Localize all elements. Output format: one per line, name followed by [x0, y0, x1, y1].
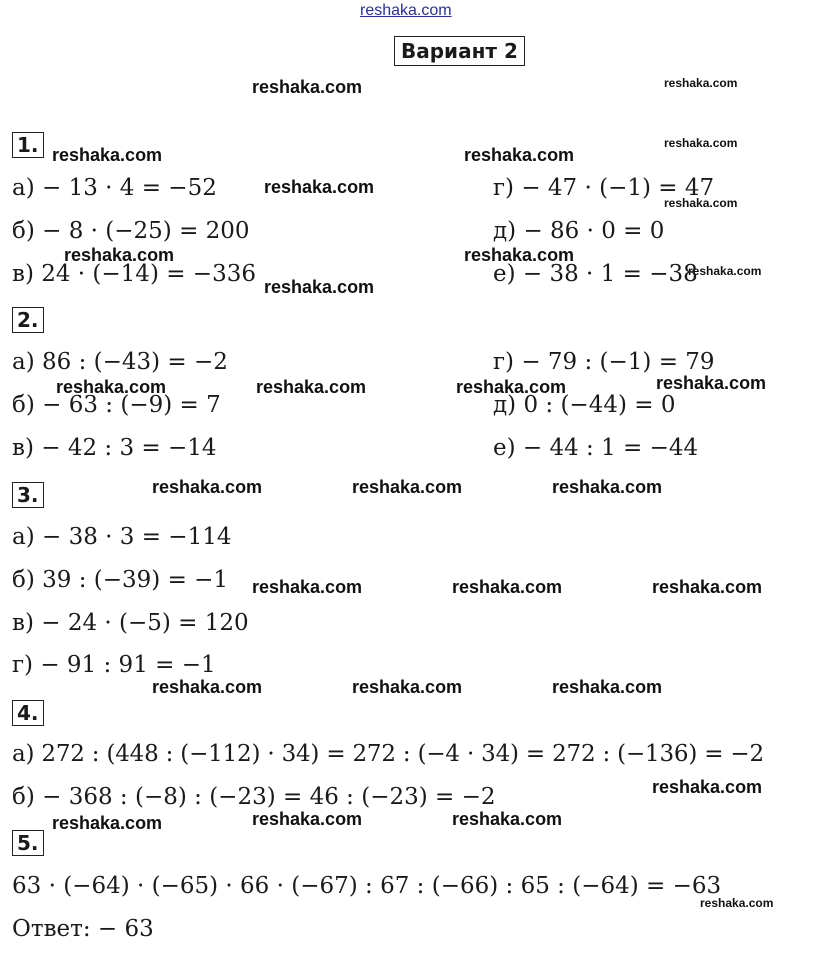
- equation: а) − 38 · 3 = −114: [12, 524, 232, 550]
- equation: б) − 368 : (−8) : (−23) = 46 : (−23) = −2: [12, 784, 496, 810]
- watermark: reshaka.com: [56, 377, 167, 397]
- watermark: reshaka.com: [452, 577, 563, 597]
- watermark: reshaka.com: [664, 136, 738, 150]
- variant-title: Вариант 2: [394, 36, 525, 66]
- watermark: reshaka.com: [664, 196, 738, 210]
- watermark: reshaka.com: [264, 277, 375, 297]
- watermark: reshaka.com: [664, 76, 738, 90]
- answer-line: Ответ: − 63: [12, 916, 154, 942]
- watermark: reshaka.com: [352, 677, 463, 697]
- watermark: reshaka.com: [456, 377, 567, 397]
- watermark: reshaka.com: [152, 677, 263, 697]
- equation: а) − 13 · 4 = −52: [12, 175, 217, 201]
- equation: в) 24 · (−14) = −336: [12, 261, 256, 287]
- watermark: reshaka.com: [688, 264, 762, 278]
- equation: в) − 24 · (−5) = 120: [12, 610, 249, 636]
- watermark: reshaka.com: [464, 245, 575, 265]
- watermark: reshaka.com: [52, 813, 163, 833]
- watermark: reshaka.com: [64, 245, 175, 265]
- watermark-top: reshaka.com: [360, 2, 452, 19]
- watermark: reshaka.com: [256, 377, 367, 397]
- equation: б) − 63 : (−9) = 7: [12, 392, 221, 418]
- equation: е) − 44 : 1 = −44: [493, 435, 699, 461]
- equation: г) − 91 : 91 = −1: [12, 652, 216, 678]
- equation: д) − 86 · 0 = 0: [493, 218, 665, 244]
- watermark: reshaka.com: [652, 777, 763, 797]
- watermark: reshaka.com: [464, 145, 575, 165]
- watermark: reshaka.com: [252, 577, 363, 597]
- watermark: reshaka.com: [252, 77, 363, 97]
- watermark: reshaka.com: [552, 477, 663, 497]
- equation: б) − 8 · (−25) = 200: [12, 218, 250, 244]
- watermark: reshaka.com: [52, 145, 163, 165]
- equation: а) 86 : (−43) = −2: [12, 349, 228, 375]
- watermark: reshaka.com: [264, 177, 375, 197]
- task-number: 1.: [12, 132, 44, 158]
- task-number: 5.: [12, 830, 44, 856]
- task-number: 2.: [12, 307, 44, 333]
- equation: а) 272 : (448 : (−112) · 34) = 272 : (−4 · 34) = 272 : (−136) = −2: [12, 741, 764, 767]
- watermark: reshaka.com: [700, 896, 774, 910]
- equation: д) 0 : (−44) = 0: [493, 392, 676, 418]
- watermark: reshaka.com: [652, 577, 763, 597]
- watermark: reshaka.com: [656, 373, 767, 393]
- watermark: reshaka.com: [352, 477, 463, 497]
- equation: 63 · (−64) · (−65) · 66 · (−67) : 67 : (−66) : 65 : (−64) = −63: [12, 873, 722, 899]
- task-number: 3.: [12, 482, 44, 508]
- watermark: reshaka.com: [552, 677, 663, 697]
- watermark: reshaka.com: [152, 477, 263, 497]
- watermark: reshaka.com: [452, 809, 563, 829]
- watermark: reshaka.com: [252, 809, 363, 829]
- equation: г) − 79 : (−1) = 79: [493, 349, 715, 375]
- equation: в) − 42 : 3 = −14: [12, 435, 217, 461]
- equation: е) − 38 · 1 = −38: [493, 261, 698, 287]
- equation: б) 39 : (−39) = −1: [12, 567, 229, 593]
- equation: г) − 47 · (−1) = 47: [493, 175, 715, 201]
- task-number: 4.: [12, 700, 44, 726]
